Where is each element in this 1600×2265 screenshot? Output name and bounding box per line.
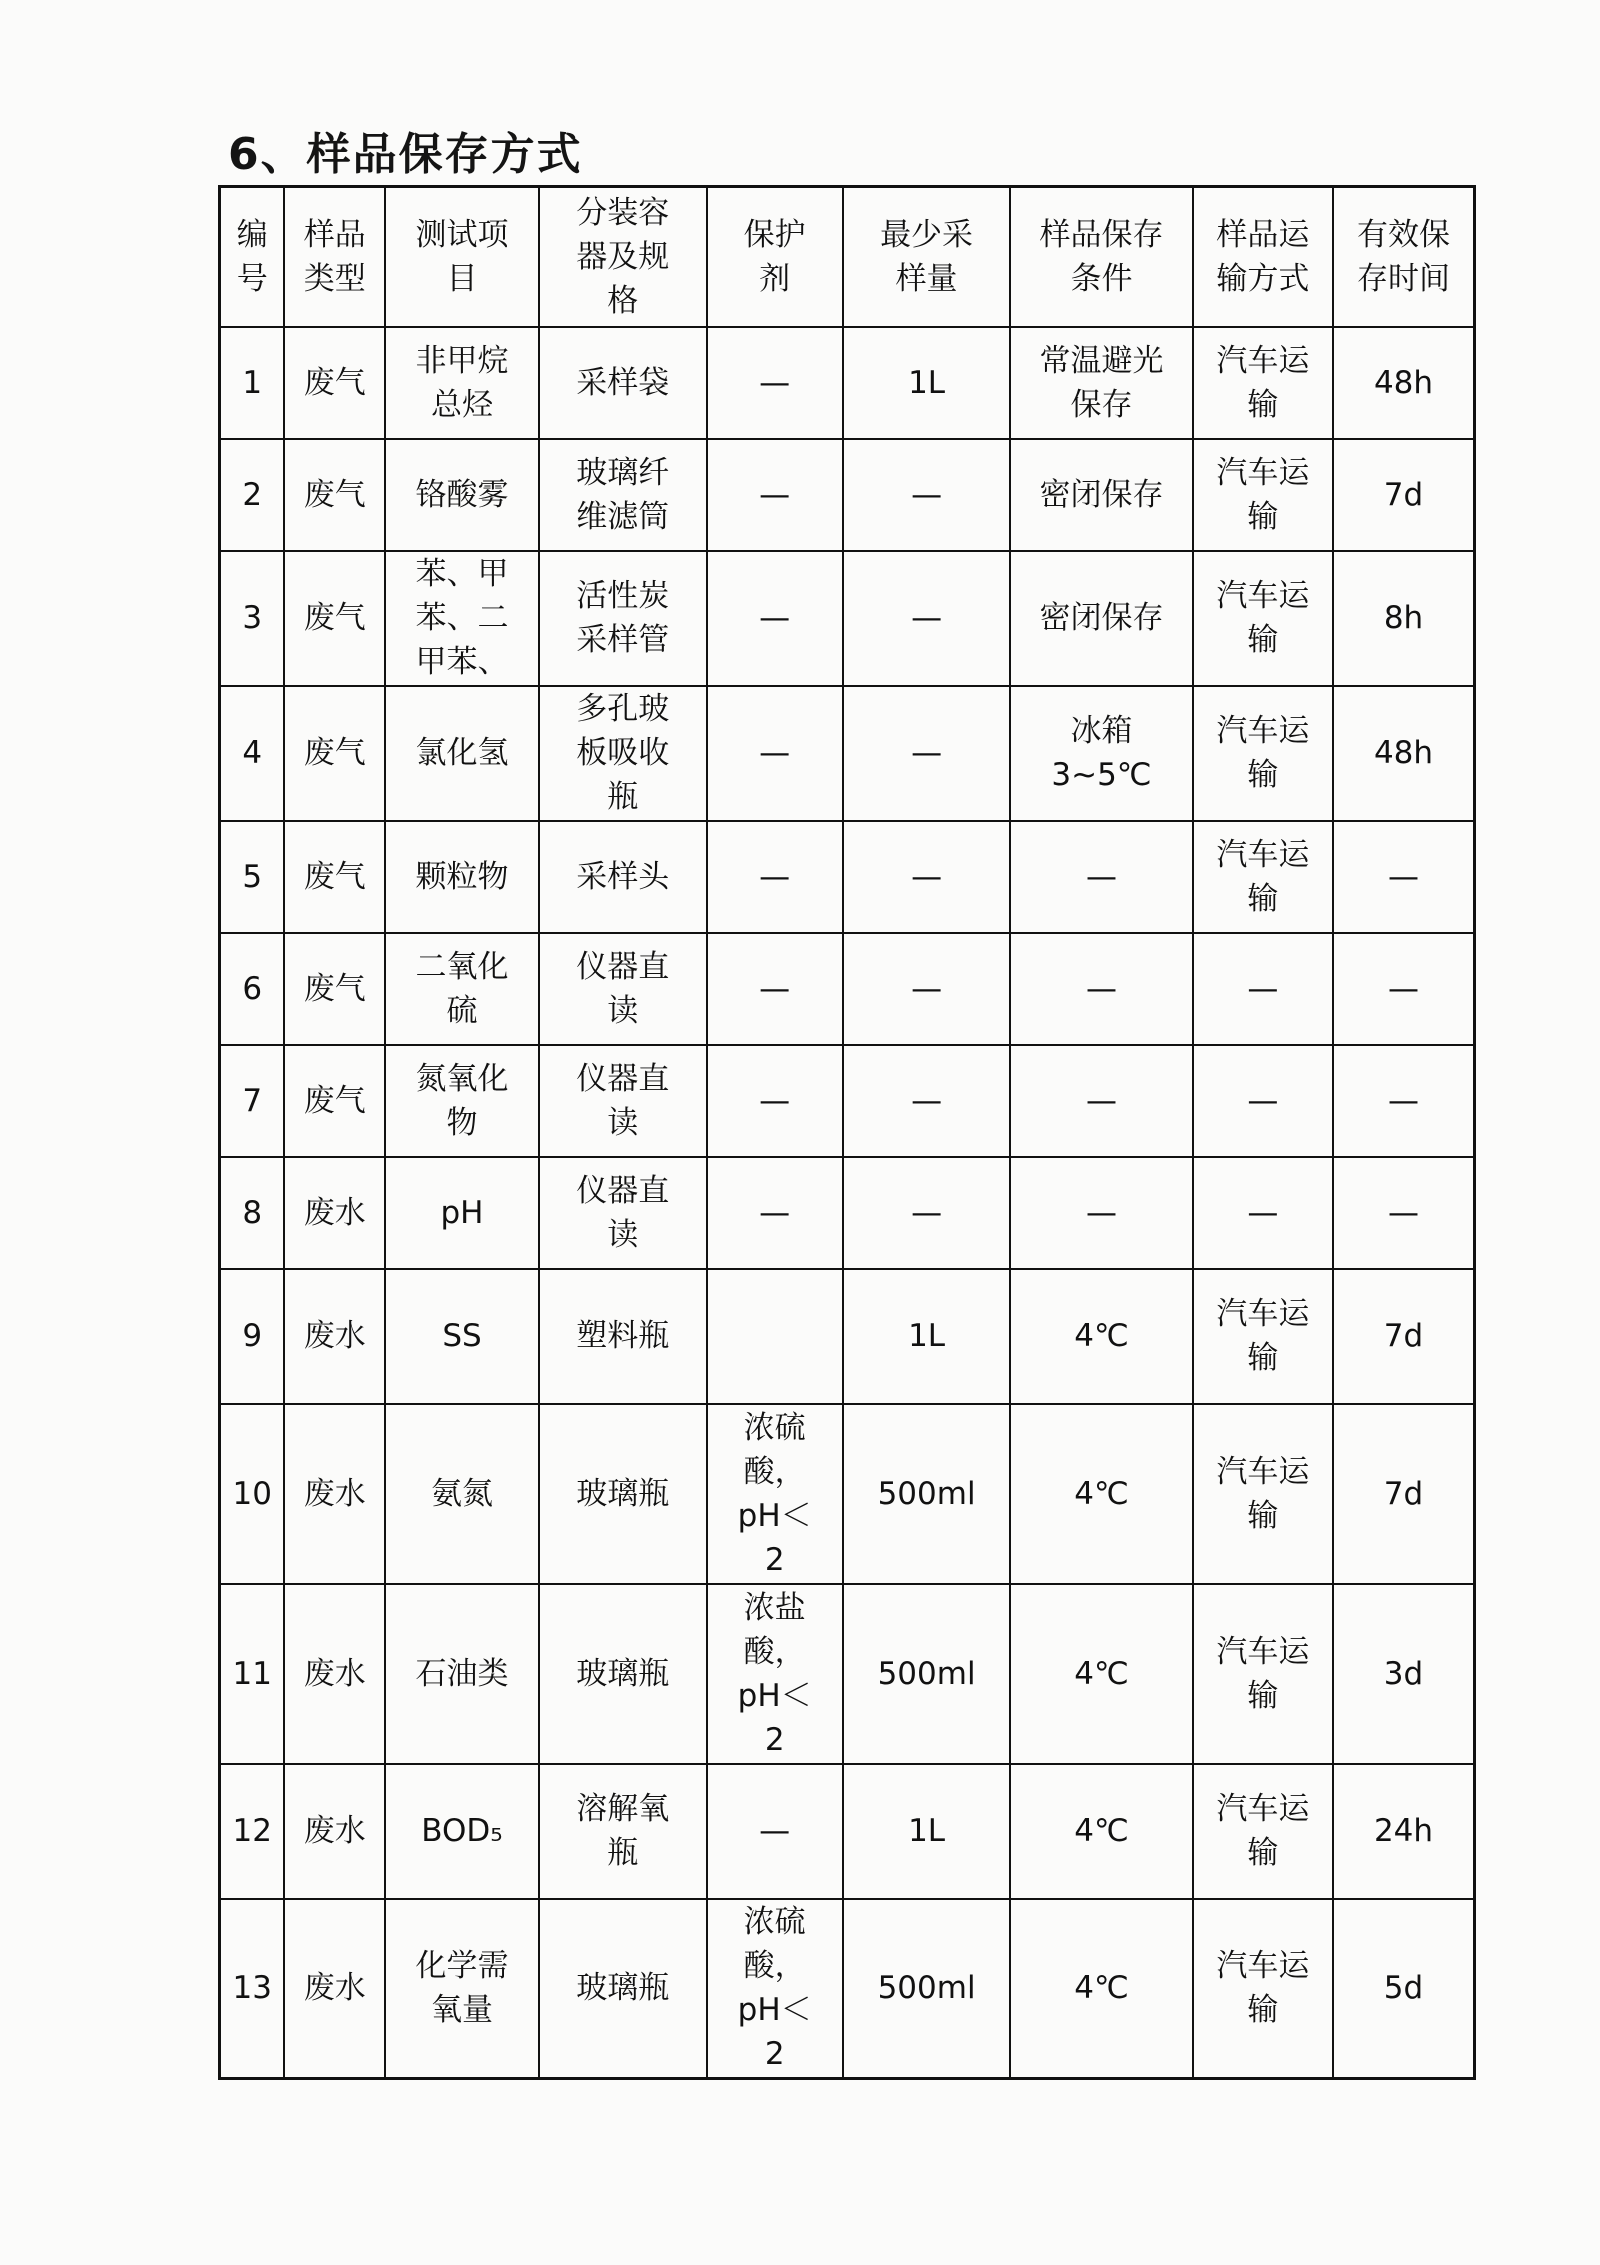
cell-min-volume: — [843,686,1011,821]
cell-sample-type: 废气 [284,933,385,1045]
cell-test-item: 非甲烷 总烃 [385,327,539,439]
section-title: 6、样品保存方式 [228,129,583,180]
cell-valid-time: 7d [1333,1269,1474,1404]
cell-storage-condition: 冰箱 3~5℃ [1010,686,1192,821]
cell-test-item: 氮氧化 物 [385,1045,539,1157]
table-row [220,551,1475,686]
cell-valid-time: 48h [1333,327,1474,439]
header-valid-time: 有效保 存时间 [1333,187,1474,327]
cell-storage-condition: 4℃ [1010,1764,1192,1899]
cell-number: 6 [220,933,285,1045]
cell-number: 8 [220,1157,285,1269]
cell-min-volume: — [843,933,1011,1045]
cell-valid-time: 5d [1333,1899,1474,2079]
cell-sample-type: 废水 [284,1899,385,2079]
cell-sample-type: 废水 [284,1404,385,1584]
cell-number: 12 [220,1764,285,1899]
cell-sample-type: 废水 [284,1269,385,1404]
cell-number: 2 [220,439,285,551]
cell-valid-time: 8h [1333,551,1474,686]
cell-transport: — [1193,1157,1333,1269]
cell-preservative: — [707,1157,843,1269]
cell-min-volume: 500ml [843,1899,1011,2079]
cell-storage-condition: — [1010,1045,1192,1157]
cell-transport: 汽车运 输 [1193,1899,1333,2079]
cell-preservative: — [707,439,843,551]
cell-sample-type: 废气 [284,686,385,821]
cell-preservative: 浓硫 酸， pH＜ 2 [707,1404,843,1584]
cell-test-item: 铬酸雾 [385,439,539,551]
table-row [220,1584,1475,1764]
cell-number: 5 [220,821,285,933]
cell-storage-condition: 4℃ [1010,1899,1192,2079]
cell-storage-condition: — [1010,821,1192,933]
cell-preservative: — [707,1764,843,1899]
cell-test-item: SS [385,1269,539,1404]
cell-min-volume: — [843,551,1011,686]
cell-container: 多孔玻 板吸收 瓶 [539,686,707,821]
cell-min-volume: — [843,439,1011,551]
cell-valid-time: — [1333,821,1474,933]
cell-test-item: 石油类 [385,1584,539,1764]
cell-preservative: — [707,327,843,439]
cell-sample-type: 废水 [284,1584,385,1764]
header-transport: 样品运 输方式 [1193,187,1333,327]
cell-transport: 汽车运 输 [1193,1584,1333,1764]
table-row [220,327,1475,439]
cell-min-volume: 1L [843,1269,1011,1404]
cell-transport: — [1193,1045,1333,1157]
cell-transport: 汽车运 输 [1193,439,1333,551]
cell-transport: 汽车运 输 [1193,686,1333,821]
cell-min-volume: — [843,821,1011,933]
header-container: 分装容 器及规 格 [539,187,707,327]
cell-storage-condition: 密闭保存 [1010,551,1192,686]
cell-min-volume: 500ml [843,1404,1011,1584]
table-row [220,1899,1475,2079]
cell-storage-condition: 4℃ [1010,1404,1192,1584]
cell-test-item: 颗粒物 [385,821,539,933]
cell-storage-condition: 密闭保存 [1010,439,1192,551]
cell-valid-time: — [1333,1045,1474,1157]
cell-min-volume: — [843,1157,1011,1269]
cell-preservative: — [707,1045,843,1157]
cell-transport: 汽车运 输 [1193,551,1333,686]
cell-sample-type: 废气 [284,1045,385,1157]
cell-sample-type: 废气 [284,439,385,551]
cell-number: 9 [220,1269,285,1404]
table-body [220,327,1475,2079]
cell-number: 11 [220,1584,285,1764]
cell-valid-time: 7d [1333,439,1474,551]
table-row [220,1157,1475,1269]
cell-preservative: 浓盐 酸， pH＜ 2 [707,1584,843,1764]
cell-container: 仪器直 读 [539,1045,707,1157]
cell-min-volume: 1L [843,1764,1011,1899]
cell-sample-type: 废气 [284,551,385,686]
cell-transport: — [1193,933,1333,1045]
cell-preservative [707,1269,843,1404]
cell-container: 采样袋 [539,327,707,439]
cell-test-item: 苯、甲 苯、二 甲苯、 [385,551,539,686]
cell-sample-type: 废气 [284,821,385,933]
table-row [220,439,1475,551]
cell-number: 13 [220,1899,285,2079]
header-storage-condition: 样品保存 条件 [1010,187,1192,327]
cell-container: 活性炭 采样管 [539,551,707,686]
cell-valid-time: — [1333,933,1474,1045]
table-row [220,933,1475,1045]
cell-number: 10 [220,1404,285,1584]
cell-transport: 汽车运 输 [1193,327,1333,439]
table-header-row [220,187,1475,327]
cell-storage-condition: 4℃ [1010,1584,1192,1764]
cell-container: 溶解氧 瓶 [539,1764,707,1899]
cell-transport: 汽车运 输 [1193,821,1333,933]
header-test-item: 测试项 目 [385,187,539,327]
cell-number: 4 [220,686,285,821]
cell-valid-time: — [1333,1157,1474,1269]
cell-storage-condition: 常温避光 保存 [1010,327,1192,439]
cell-valid-time: 7d [1333,1404,1474,1584]
cell-storage-condition: — [1010,933,1192,1045]
header-min-volume: 最少采 样量 [843,187,1011,327]
header-sample-type: 样品 类型 [284,187,385,327]
cell-container: 仪器直 读 [539,1157,707,1269]
cell-valid-time: 3d [1333,1584,1474,1764]
cell-sample-type: 废水 [284,1157,385,1269]
cell-test-item: BOD₅ [385,1764,539,1899]
cell-storage-condition: — [1010,1157,1192,1269]
header-number: 编 号 [220,187,285,327]
table-row [220,1269,1475,1404]
table-row [220,686,1475,821]
cell-test-item: pH [385,1157,539,1269]
cell-number: 7 [220,1045,285,1157]
cell-preservative: 浓硫 酸， pH＜ 2 [707,1899,843,2079]
table-row [220,1764,1475,1899]
table-row [220,1045,1475,1157]
cell-test-item: 化学需 氧量 [385,1899,539,2079]
cell-transport: 汽车运 输 [1193,1764,1333,1899]
cell-container: 玻璃瓶 [539,1584,707,1764]
cell-transport: 汽车运 输 [1193,1404,1333,1584]
table-row [220,821,1475,933]
sample-storage-table [218,185,1476,2080]
cell-storage-condition: 4℃ [1010,1269,1192,1404]
cell-sample-type: 废水 [284,1764,385,1899]
cell-test-item: 氨氮 [385,1404,539,1584]
cell-container: 采样头 [539,821,707,933]
cell-preservative: — [707,933,843,1045]
cell-min-volume: 1L [843,327,1011,439]
header-preservative: 保护 剂 [707,187,843,327]
cell-min-volume: 500ml [843,1584,1011,1764]
cell-valid-time: 48h [1333,686,1474,821]
cell-number: 3 [220,551,285,686]
cell-transport: 汽车运 输 [1193,1269,1333,1404]
cell-container: 玻璃瓶 [539,1404,707,1584]
cell-valid-time: 24h [1333,1764,1474,1899]
cell-number: 1 [220,327,285,439]
cell-container: 仪器直 读 [539,933,707,1045]
cell-preservative: — [707,821,843,933]
cell-container: 玻璃瓶 [539,1899,707,2079]
cell-preservative: — [707,551,843,686]
table-row [220,1404,1475,1584]
cell-sample-type: 废气 [284,327,385,439]
cell-container: 玻璃纤 维滤筒 [539,439,707,551]
cell-preservative: — [707,686,843,821]
cell-container: 塑料瓶 [539,1269,707,1404]
cell-test-item: 氯化氢 [385,686,539,821]
cell-min-volume: — [843,1045,1011,1157]
cell-test-item: 二氧化 硫 [385,933,539,1045]
